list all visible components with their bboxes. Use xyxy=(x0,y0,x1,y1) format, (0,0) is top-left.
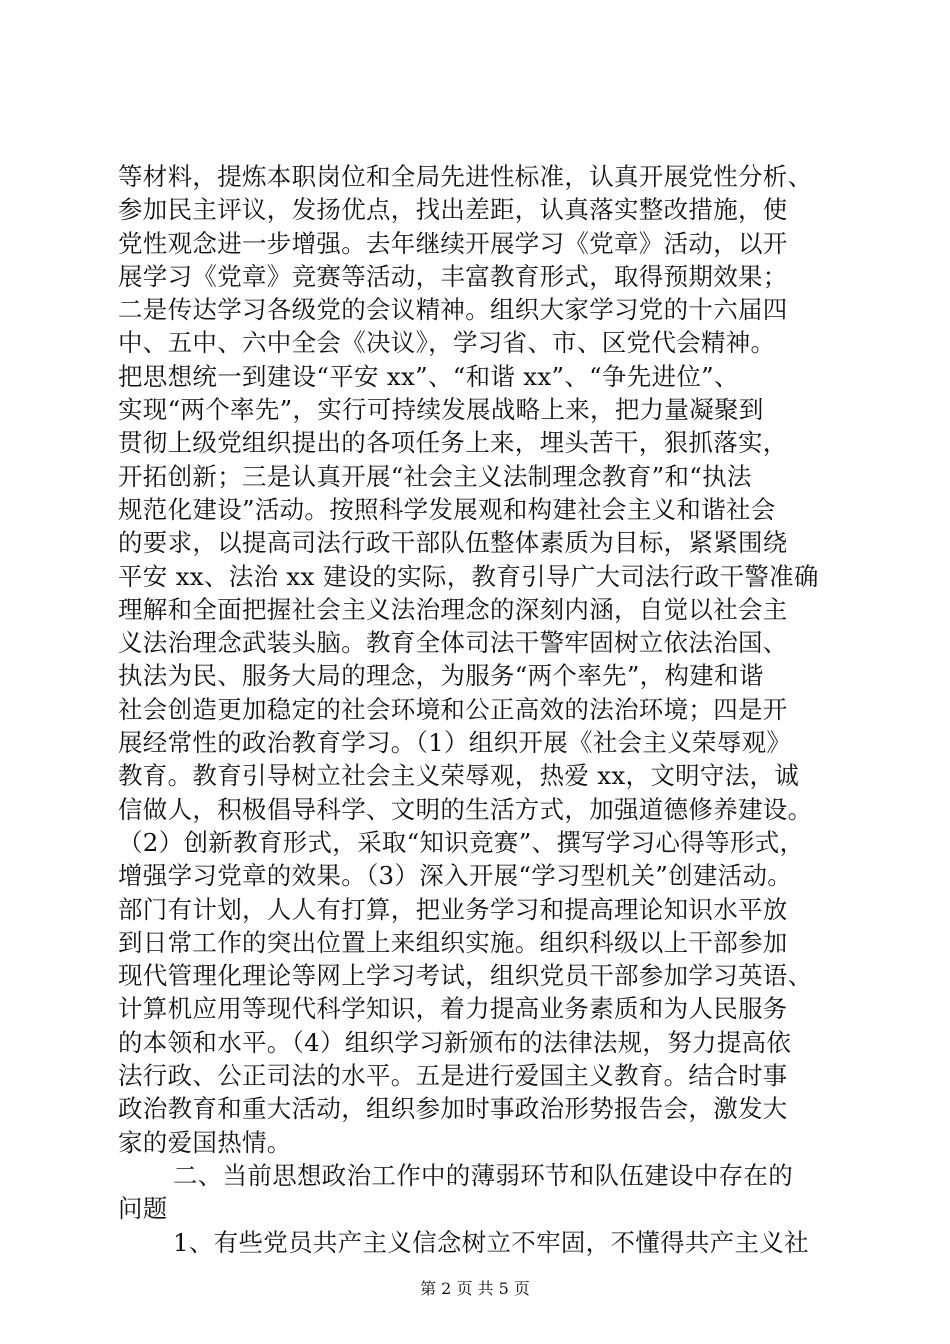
page-footer xyxy=(0,1276,950,1299)
text-line: 展学习《党章》竞赛等活动，丰富教育形式，取得预期效果； xyxy=(118,261,788,291)
text-line: 政治教育和重大活动，组织参加时事政治形势报告会，激发大 xyxy=(118,1094,788,1124)
section-heading-continued: 问题 xyxy=(118,1194,168,1224)
text-line: 部门有计划，人人有打算，把业务学习和提高理论知识水平放 xyxy=(118,894,788,924)
text-line: 信做人，积极倡导科学、文明的生活方式，加强道德修养建设。 xyxy=(118,794,813,824)
text-line: 执法为民、服务大局的理念，为服务“两个率先”，构建和谐 xyxy=(118,661,764,691)
text-line: 二是传达学习各级党的会议精神。组织大家学习党的十六届四 xyxy=(118,295,788,325)
page-number-label: 第 2 页 共 5 页 xyxy=(420,1279,530,1298)
list-item: 1、有些党员共产主义信念树立不牢固，不懂得共产主义社 xyxy=(173,1227,809,1257)
text-line: 等材料，提炼本职岗位和全局先进性标准，认真开展党性分析、 xyxy=(118,162,813,191)
text-line: 教育。教育引导树立社会主义荣辱观，热爱 xx，文明守法，诚 xyxy=(118,761,800,791)
text-line: 家的爱国热情。 xyxy=(118,1127,292,1157)
text-line: 参加民主评议，发扬优点，找出差距，认真落实整改措施，使 xyxy=(118,195,788,225)
text-line: 实现“两个率先”，实行可持续发展战略上来，把力量凝聚到 xyxy=(118,395,764,425)
text-line: 的要求，以提高司法行政干部队伍整体素质为目标，紧紧围绕 xyxy=(118,528,788,558)
text-line: 义法治理念武装头脑。教育全体司法干警牢固树立依法治国、 xyxy=(118,628,788,658)
text-line: 平安 xx、法治 xx 建设的实际，教育引导广大司法行政干警准确 xyxy=(118,561,819,591)
body-text xyxy=(118,160,838,1259)
text-line: 社会创造更加稳定的社会环境和公正高效的法治环境；四是开 xyxy=(118,694,788,724)
text-line: 展经常性的政治教育学习。（1）组织开展《社会主义荣辱观》 xyxy=(118,728,792,758)
text-line: 开拓创新；三是认真开展“社会主义法制理念教育”和“执法 xyxy=(118,461,752,491)
text-line: 中、五中、六中全会《决议》，学习省、市、区党代会精神。 xyxy=(118,328,776,358)
text-line: 把思想统一到建设“平安 xx”、“和谐 xx”、“争先进位”、 xyxy=(118,361,739,391)
text-line: 增强学习党章的效果。（3）深入开展“学习型机关”创建活动。 xyxy=(118,861,793,891)
text-line: 的本领和水平。（4）组织学习新颁布的法律法规，努力提高依 xyxy=(118,1027,792,1057)
section-heading: 二、当前思想政治工作中的薄弱环节和队伍建设中存在的 xyxy=(173,1160,793,1190)
text-line: 规范化建设”活动。按照科学发展观和构建社会主义和谐社会 xyxy=(118,494,776,524)
text-line: （2）创新教育形式，采取“知识竞赛”、撰写学习心得等形式， xyxy=(118,827,805,857)
text-line: 计算机应用等现代科学知识，着力提高业务素质和为人民服务 xyxy=(118,994,788,1024)
text-line: 现代管理化理论等网上学习考试，组织党员干部参加学习英语、 xyxy=(118,961,813,991)
text-line: 法行政、公正司法的水平。五是进行爱国主义教育。结合时事 xyxy=(118,1061,788,1091)
text-line: 党性观念进一步增强。去年继续开展学习《党章》活动，以开 xyxy=(118,228,788,258)
text-line: 贯彻上级党组织提出的各项任务上来，埋头苦干，狠抓落实， xyxy=(118,428,788,458)
text-line: 理解和全面把握社会主义法治理念的深刻内涵，自觉以社会主 xyxy=(118,594,788,624)
text-line: 到日常工作的突出位置上来组织实施。组织科级以上干部参加 xyxy=(118,927,788,957)
